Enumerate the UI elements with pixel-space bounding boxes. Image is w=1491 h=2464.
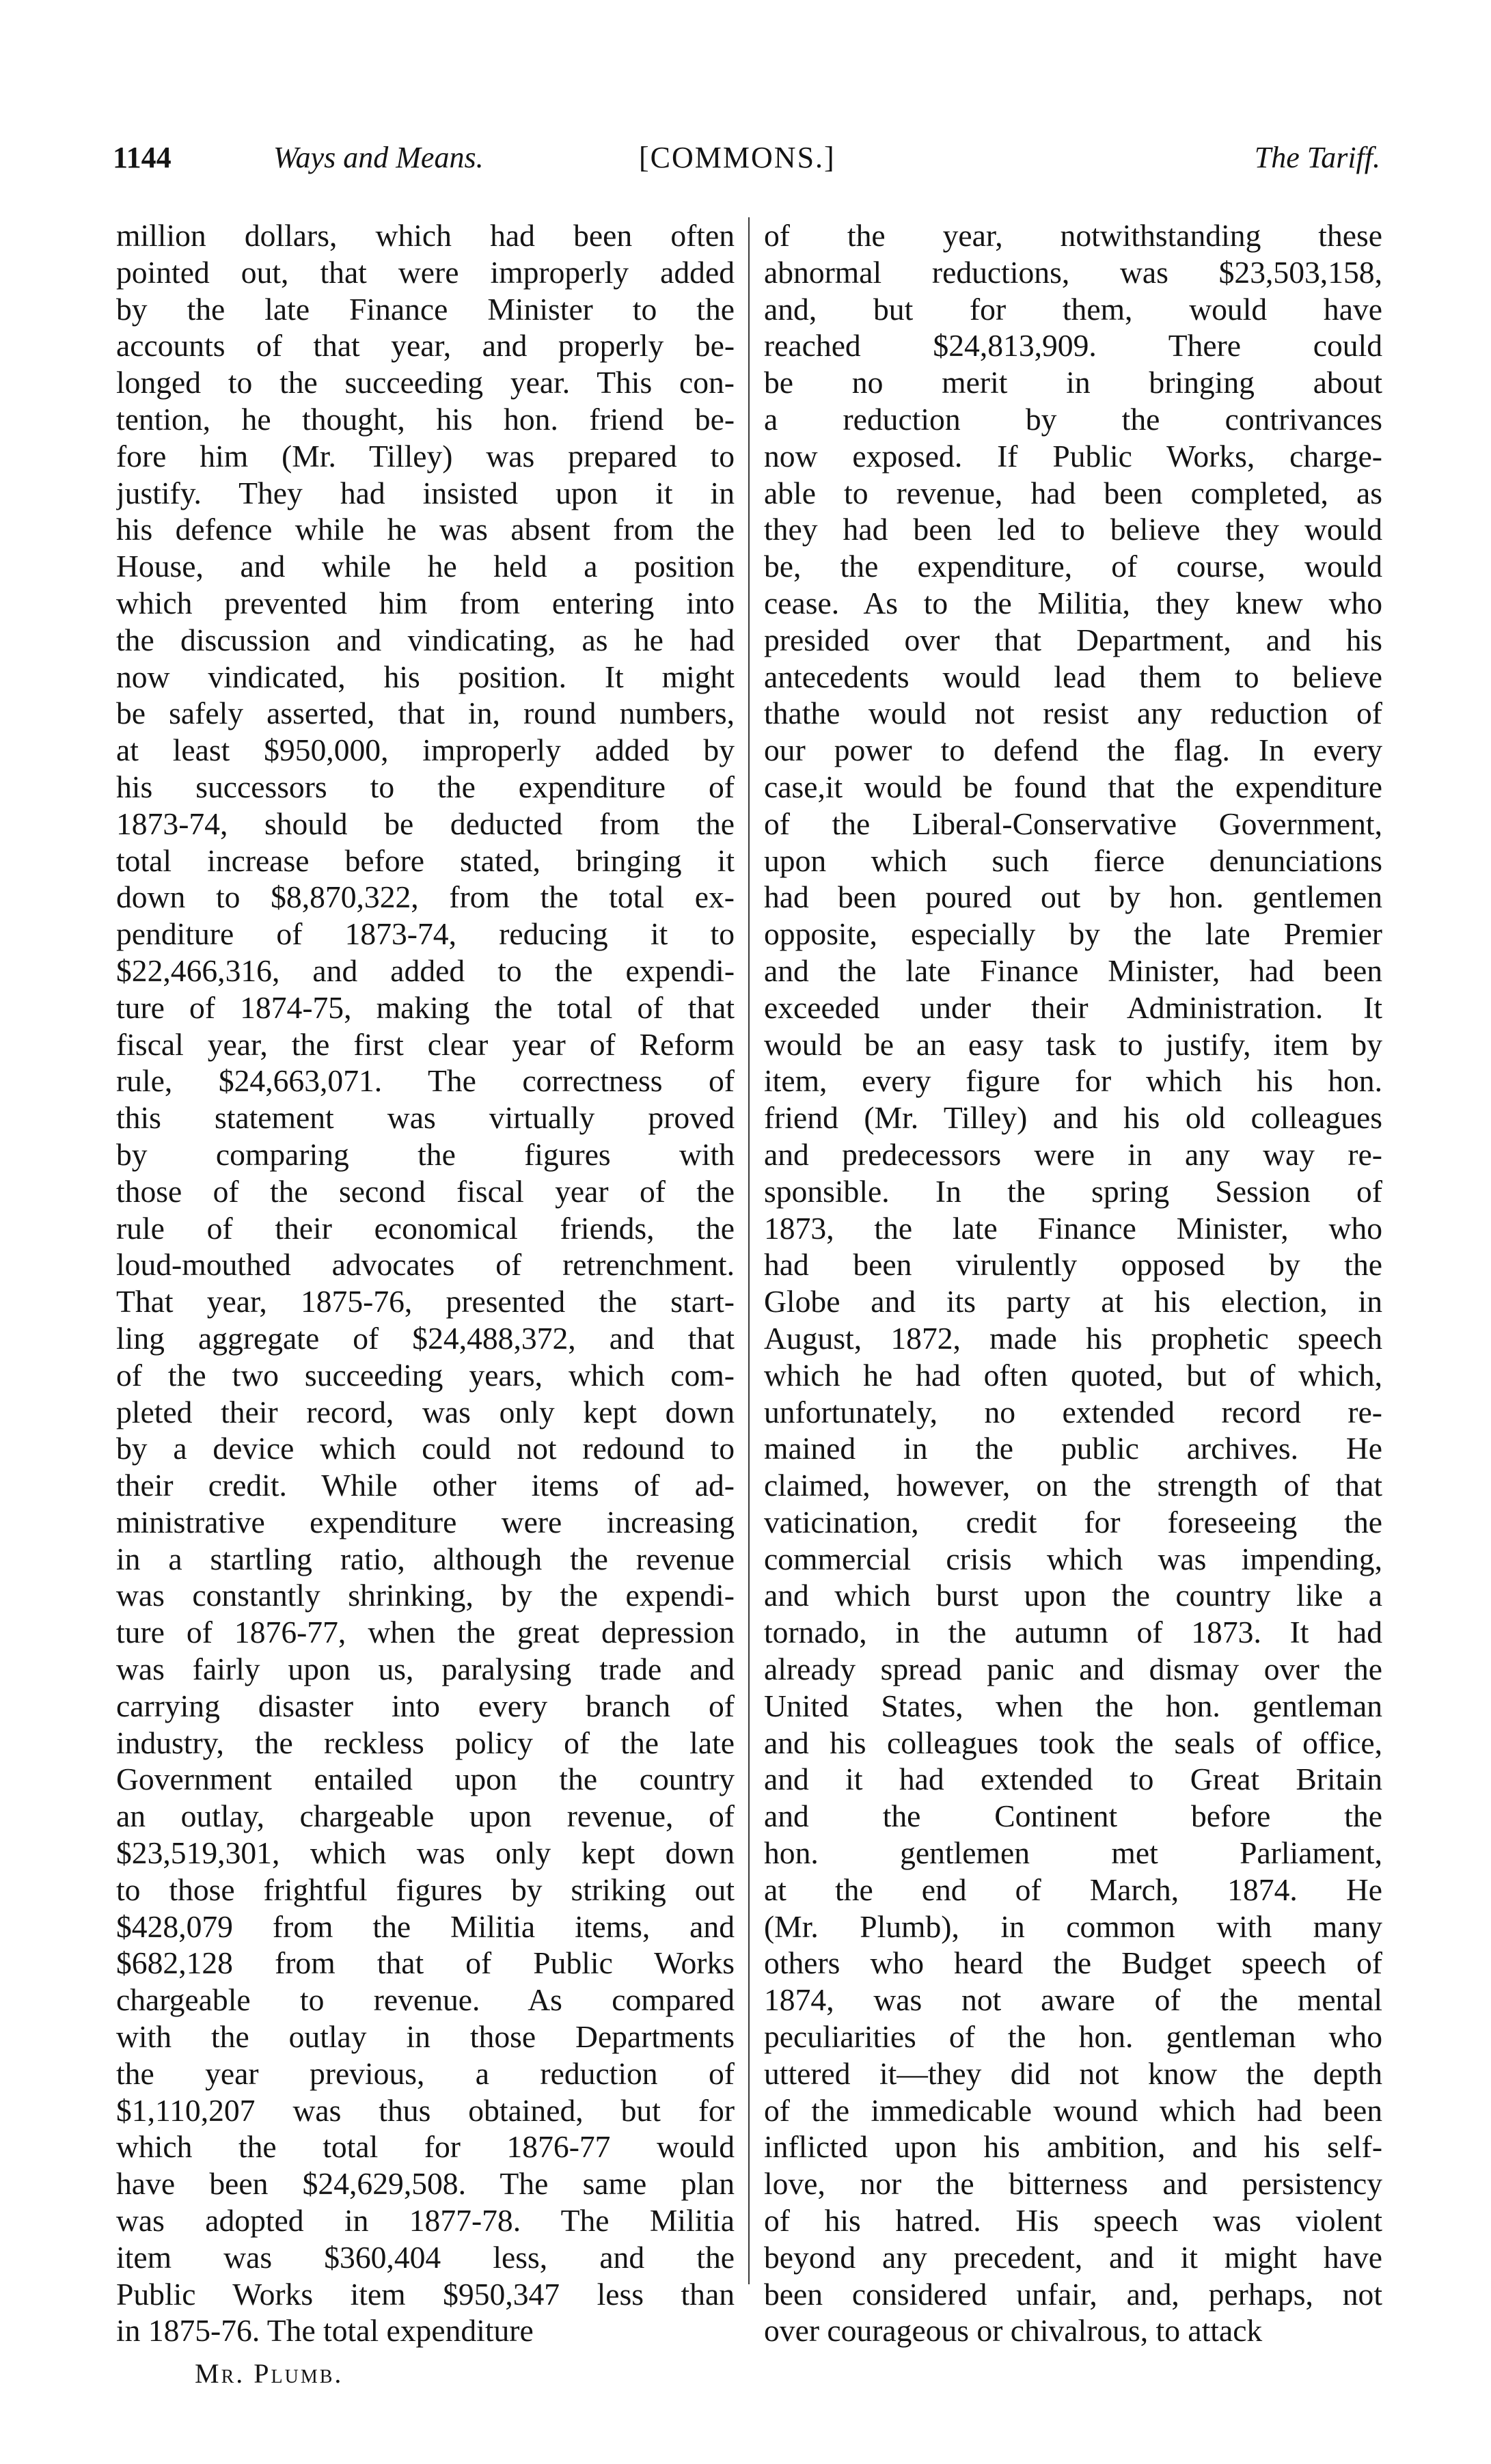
text-line: reached $24,813,909. There could [764, 328, 1382, 364]
text-line: million dollars, which had been often [116, 218, 735, 253]
text-line: pointed out, that were improperly added [116, 254, 735, 290]
text-line: a reduction by the contrivances [764, 401, 1382, 437]
text-line: was fairly upon us, paralysing trade and [116, 1652, 735, 1687]
text-line: his defence while he was absent from the [116, 512, 735, 547]
text-line: item was $360,404 less, and the [116, 2239, 735, 2275]
text-line: commercial crisis which was impending, [764, 1541, 1382, 1576]
text-line: and, but for them, would have [764, 291, 1382, 327]
column-divider [748, 217, 750, 2284]
text-line: tention, he thought, his hon. friend be- [116, 401, 735, 437]
text-line: United States, when the hon. gentleman [764, 1688, 1382, 1723]
text-line: and which burst upon the country like a [764, 1578, 1382, 1613]
text-line: House, and while he held a position [116, 549, 735, 584]
text-line: Public Works item $950,347 less than [116, 2276, 735, 2312]
text-line: by the late Finance Minister to the [116, 291, 735, 327]
text-line: inflicted upon his ambition, and his self- [764, 2129, 1382, 2165]
text-line: in 1875-76. The total expenditure [116, 2313, 534, 2349]
text-line: love, nor the bitterness and persistency [764, 2166, 1382, 2202]
text-line: be, the expenditure, of course, would [764, 549, 1382, 584]
text-line: August, 1872, made his prophetic speech [764, 1320, 1382, 1356]
text-line: down to $8,870,322, from the total ex- [116, 879, 735, 915]
page-number: 1144 [113, 141, 172, 174]
text-line: longed to the succeeding year. This con- [116, 365, 735, 400]
text-line: loud-mouthed advocates of retrenchment. [116, 1247, 735, 1283]
text-line: sponsible. In the spring Session of [764, 1173, 1382, 1209]
speaker-footer: Mr. Plumb. [195, 2358, 344, 2389]
text-line: upon which such fierce denunciations [764, 843, 1382, 878]
text-line: of the immedicable wound which had been [764, 2092, 1382, 2128]
text-line: was constantly shrinking, by the expendi- [116, 1578, 735, 1613]
text-line: already spread panic and dismay over the [764, 1652, 1382, 1687]
text-line: 1874, was not aware of the mental [764, 1982, 1382, 2018]
text-line: penditure of 1873-74, reducing it to [116, 916, 735, 952]
text-line: unfortunately, no extended record re- [764, 1394, 1382, 1429]
text-line: 1873, the late Finance Minister, who [764, 1210, 1382, 1246]
text-line: friend (Mr. Tilley) and his old colleagues [764, 1100, 1382, 1136]
text-line: an outlay, chargeable upon revenue, of [116, 1798, 735, 1834]
text-line: rule of their economical friends, the [116, 1210, 735, 1246]
text-line: to those frightful figures by striking out [116, 1872, 735, 1907]
text-line: $428,079 from the Militia items, and [116, 1908, 735, 1944]
text-line: claimed, however, on the strength of that [764, 1468, 1382, 1503]
text-line: Government entailed upon the country [116, 1762, 735, 1797]
text-line: our power to defend the flag. In every [764, 733, 1382, 768]
text-line: $22,466,316, and added to the expendi- [116, 953, 735, 988]
text-line: which prevented him from entering into [116, 585, 735, 620]
text-line: presided over that Department, and his [764, 622, 1382, 657]
text-line: mained in the public archives. He [764, 1431, 1382, 1466]
text-line: Globe and its party at his election, in [764, 1284, 1382, 1319]
text-line: and predecessors were in any way re- [764, 1136, 1382, 1172]
text-line: $1,110,207 was thus obtained, but for [116, 2092, 735, 2128]
text-line: opposite, especially by the late Premier [764, 916, 1382, 952]
text-line: ministrative expenditure were increasing [116, 1504, 735, 1539]
text-line: ture of 1874-75, making the total of that [116, 989, 735, 1025]
text-line: those of the second fiscal year of the [116, 1173, 735, 1209]
text-line: of the year, notwithstanding these [764, 218, 1382, 253]
text-line: be safely asserted, that in, round numbers, [116, 696, 735, 731]
text-line: cease. As to the Militia, they knew who [764, 585, 1382, 620]
text-line: which he had often quoted, but of which, [764, 1357, 1382, 1393]
text-line: hon. gentlemen met Parliament, [764, 1835, 1382, 1871]
text-line: the discussion and vindicating, as he had [116, 622, 735, 657]
text-line: which the total for 1876-77 would [116, 2129, 735, 2165]
text-line: now vindicated, his position. It might [116, 659, 735, 694]
text-line: accounts of that year, and properly be- [116, 328, 735, 364]
section-title-right: The Tariff. [1254, 141, 1380, 174]
text-line: tornado, in the autumn of 1873. It had [764, 1615, 1382, 1650]
text-line: at the end of March, 1874. He [764, 1872, 1382, 1907]
text-line: ling aggregate of $24,488,372, and that [116, 1320, 735, 1356]
text-line: had been poured out by hon. gentlemen [764, 879, 1382, 915]
text-line: was adopted in 1877-78. The Militia [116, 2203, 735, 2239]
text-line: peculiarities of the hon. gentleman who [764, 2019, 1382, 2055]
text-line: the year previous, a reduction of [116, 2055, 735, 2091]
text-line: 1873-74, should be deducted from the [116, 806, 735, 841]
text-line: would be an easy task to justify, item by [764, 1026, 1382, 1062]
text-line: antecedents would lead them to believe [764, 659, 1382, 694]
text-line: of the two succeeding years, which com- [116, 1357, 735, 1393]
text-line: been considered unfair, and, perhaps, not [764, 2276, 1382, 2312]
text-line: his successors to the expenditure of [116, 769, 735, 804]
text-line: abnormal reductions, was $23,503,158, [764, 254, 1382, 290]
text-line: industry, the reckless policy of the late [116, 1725, 735, 1760]
text-line: pleted their record, was only kept down [116, 1394, 735, 1429]
left-text-column [116, 217, 735, 2349]
text-line: they had been led to believe they would [764, 512, 1382, 547]
text-line: and it had extended to Great Britain [764, 1762, 1382, 1797]
text-line: fiscal year, the first clear year of Reform [116, 1026, 735, 1062]
text-line: carrying disaster into every branch of [116, 1688, 735, 1723]
text-line: of his hatred. His speech was violent [764, 2203, 1382, 2239]
text-line: rule, $24,663,071. The correctness of [116, 1063, 735, 1099]
right-text-column [764, 217, 1382, 2349]
text-line: this statement was virtually proved [116, 1100, 735, 1136]
text-line: (Mr. Plumb), in common with many [764, 1908, 1382, 1944]
text-line: thathe would not resist any reduction of [764, 696, 1382, 731]
text-line: now exposed. If Public Works, charge- [764, 438, 1382, 474]
text-line: others who heard the Budget speech of [764, 1945, 1382, 1981]
text-line: at least $950,000, improperly added by [116, 733, 735, 768]
text-line: able to revenue, had been completed, as [764, 475, 1382, 510]
page-header [113, 140, 1380, 195]
text-line: exceeded under their Administration. It [764, 989, 1382, 1025]
text-line: ture of 1876-77, when the great depression [116, 1615, 735, 1650]
text-line: chargeable to revenue. As compared [116, 1982, 735, 2018]
text-line: beyond any precedent, and it might have [764, 2239, 1382, 2275]
text-line: total increase before stated, bringing it [116, 843, 735, 878]
text-line: in a startling ratio, although the revenue [116, 1541, 735, 1576]
text-line: and the late Finance Minister, had been [764, 953, 1382, 988]
text-line: item, every figure for which his hon. [764, 1063, 1382, 1099]
text-line: That year, 1875-76, presented the start- [116, 1284, 735, 1319]
text-line: had been virulently opposed by the [764, 1247, 1382, 1283]
text-line: uttered it—they did not know the depth [764, 2055, 1382, 2091]
text-line: $23,519,301, which was only kept down [116, 1835, 735, 1871]
text-line: and his colleagues took the seals of office, [764, 1725, 1382, 1760]
text-line: over courageous or chivalrous, to attack [764, 2313, 1263, 2349]
section-title-left: Ways and Means. [273, 141, 484, 174]
text-line: and the Continent before the [764, 1798, 1382, 1834]
chamber-label: [COMMONS.] [639, 141, 836, 174]
text-line: vaticination, credit for foreseeing the [764, 1504, 1382, 1539]
text-line: be no merit in bringing about [764, 365, 1382, 400]
text-line: by a device which could not redound to [116, 1431, 735, 1466]
text-line: with the outlay in those Departments [116, 2019, 735, 2055]
text-line: have been $24,629,508. The same plan [116, 2166, 735, 2202]
text-line: $682,128 from that of Public Works [116, 1945, 735, 1981]
text-line: their credit. While other items of ad- [116, 1468, 735, 1503]
text-line: case,it would be found that the expenditure [764, 769, 1382, 804]
text-line: by comparing the figures with [116, 1136, 735, 1172]
text-line: of the Liberal-Conservative Government, [764, 806, 1382, 841]
text-line: fore him (Mr. Tilley) was prepared to [116, 438, 735, 474]
text-line: justify. They had insisted upon it in [116, 475, 735, 510]
